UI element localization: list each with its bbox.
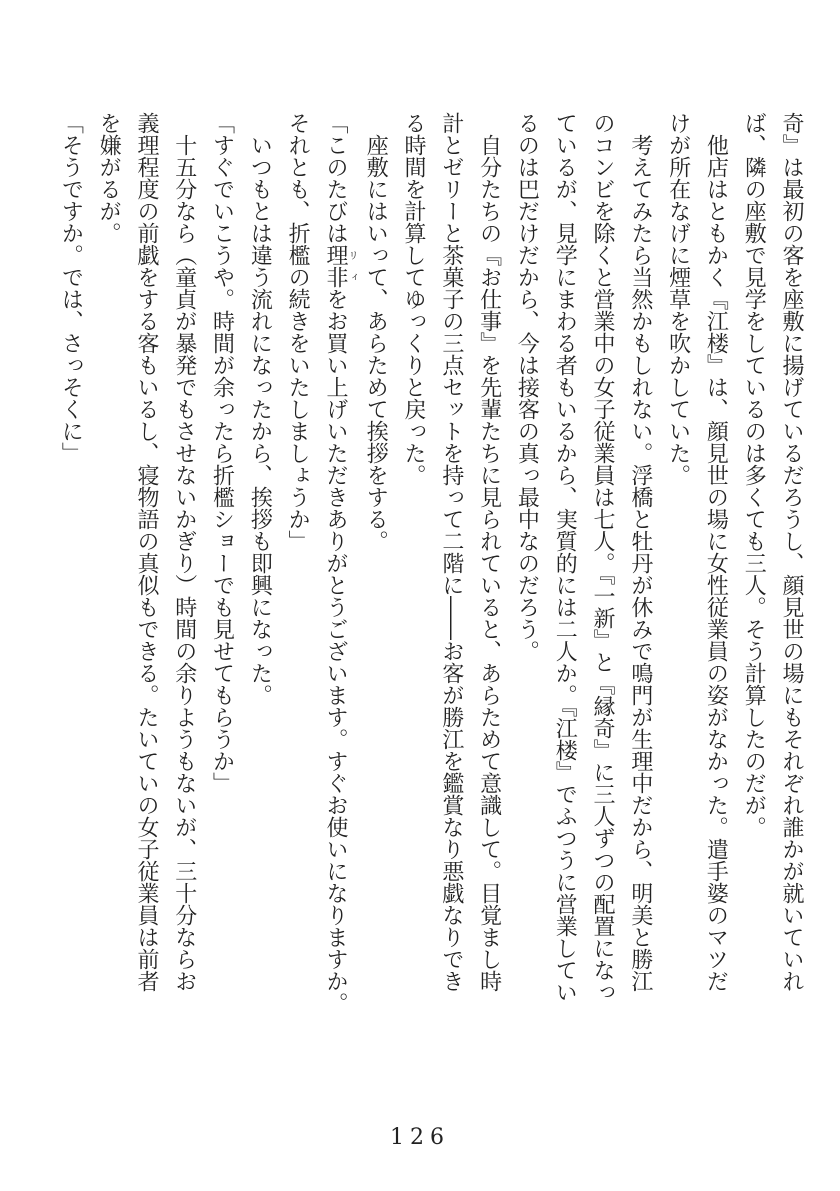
text-column: 「そうですか。では、さっそくに」 xyxy=(58,112,84,464)
text-column: 十五分なら（童貞が暴発でもさせないかぎり）時間の余りようもないが、三十分ならお xyxy=(171,112,197,992)
page-number: 126 xyxy=(390,1125,450,1150)
text-column: ば、隣の座敷で見学をしているのは多くても三人。そう計算したのだが。 xyxy=(741,112,767,838)
text-column: 計とゼリーと茶菓子の三点セットを持って二階に――お客が勝江を鑑賞なり悪戯なりでき xyxy=(438,112,464,992)
text-column-with-ruby xyxy=(316,112,357,1014)
text-column: けが所在なげに煙草を吹かしていた。 xyxy=(665,112,691,486)
text-column: 奇』は最初の客を座敷に揚げているだろうし、顔見世の場にもそれぞれ誰かが就いていれ xyxy=(779,112,804,992)
ruby-reading: リィ xyxy=(345,244,357,288)
text-column: 他店はともかく『江楼』は、顔見世の場に女性従業員の姿がなかった。遣手婆のマツだ xyxy=(703,112,729,992)
text-column: るのは巴だけだから、今は接客の真っ最中なのだろう。 xyxy=(514,112,540,662)
text-column: 考えてみたら当然かもしれない。浮橋と牡丹が休みで鳴門が生理中だから、明美と勝江 xyxy=(627,112,653,992)
ruby-base: 理非 xyxy=(322,244,348,288)
text-column: る時間を計算してゆっくりと戻った。 xyxy=(401,112,427,486)
ruby-after: をお買い上げいただきありがとうございます。すぐお使いになりますか。 xyxy=(322,288,348,1014)
text-column: のコンビを除くと営業中の女子従業員は七人。『一新』と『縁奇』に三人ずつの配置になっ xyxy=(590,112,616,1003)
text-column: いつもとは違う流れになったから、挨拶も即興になった。 xyxy=(247,112,273,706)
text-column: 自分たちの『お仕事』を先輩たちに見られていると、あらためて意識して。目覚まし時 xyxy=(476,112,502,992)
text-column: 義理程度の前戯をする客もいるし、寝物語の真似もできる。たいていの女子従業員は前者 xyxy=(133,112,159,992)
text-column: を嫌がるが。 xyxy=(96,112,122,244)
ruby-annotation xyxy=(322,244,357,288)
text-column: 「すぐでいこうや。時間が余ったら折檻ショーでも見せてもらうか」 xyxy=(209,112,235,794)
text-column: ているが、見学にまわる者もいるから、実質的には二人か。『江楼』でふつうに営業してい xyxy=(552,112,578,1003)
ruby-before: 「このたびは xyxy=(322,112,348,244)
text-column: 座敷にはいって、あらためて挨拶をする。 xyxy=(363,112,389,552)
text-column: それとも、折檻の続きをいたしましょうか」 xyxy=(285,112,311,552)
body-text xyxy=(52,112,810,1014)
